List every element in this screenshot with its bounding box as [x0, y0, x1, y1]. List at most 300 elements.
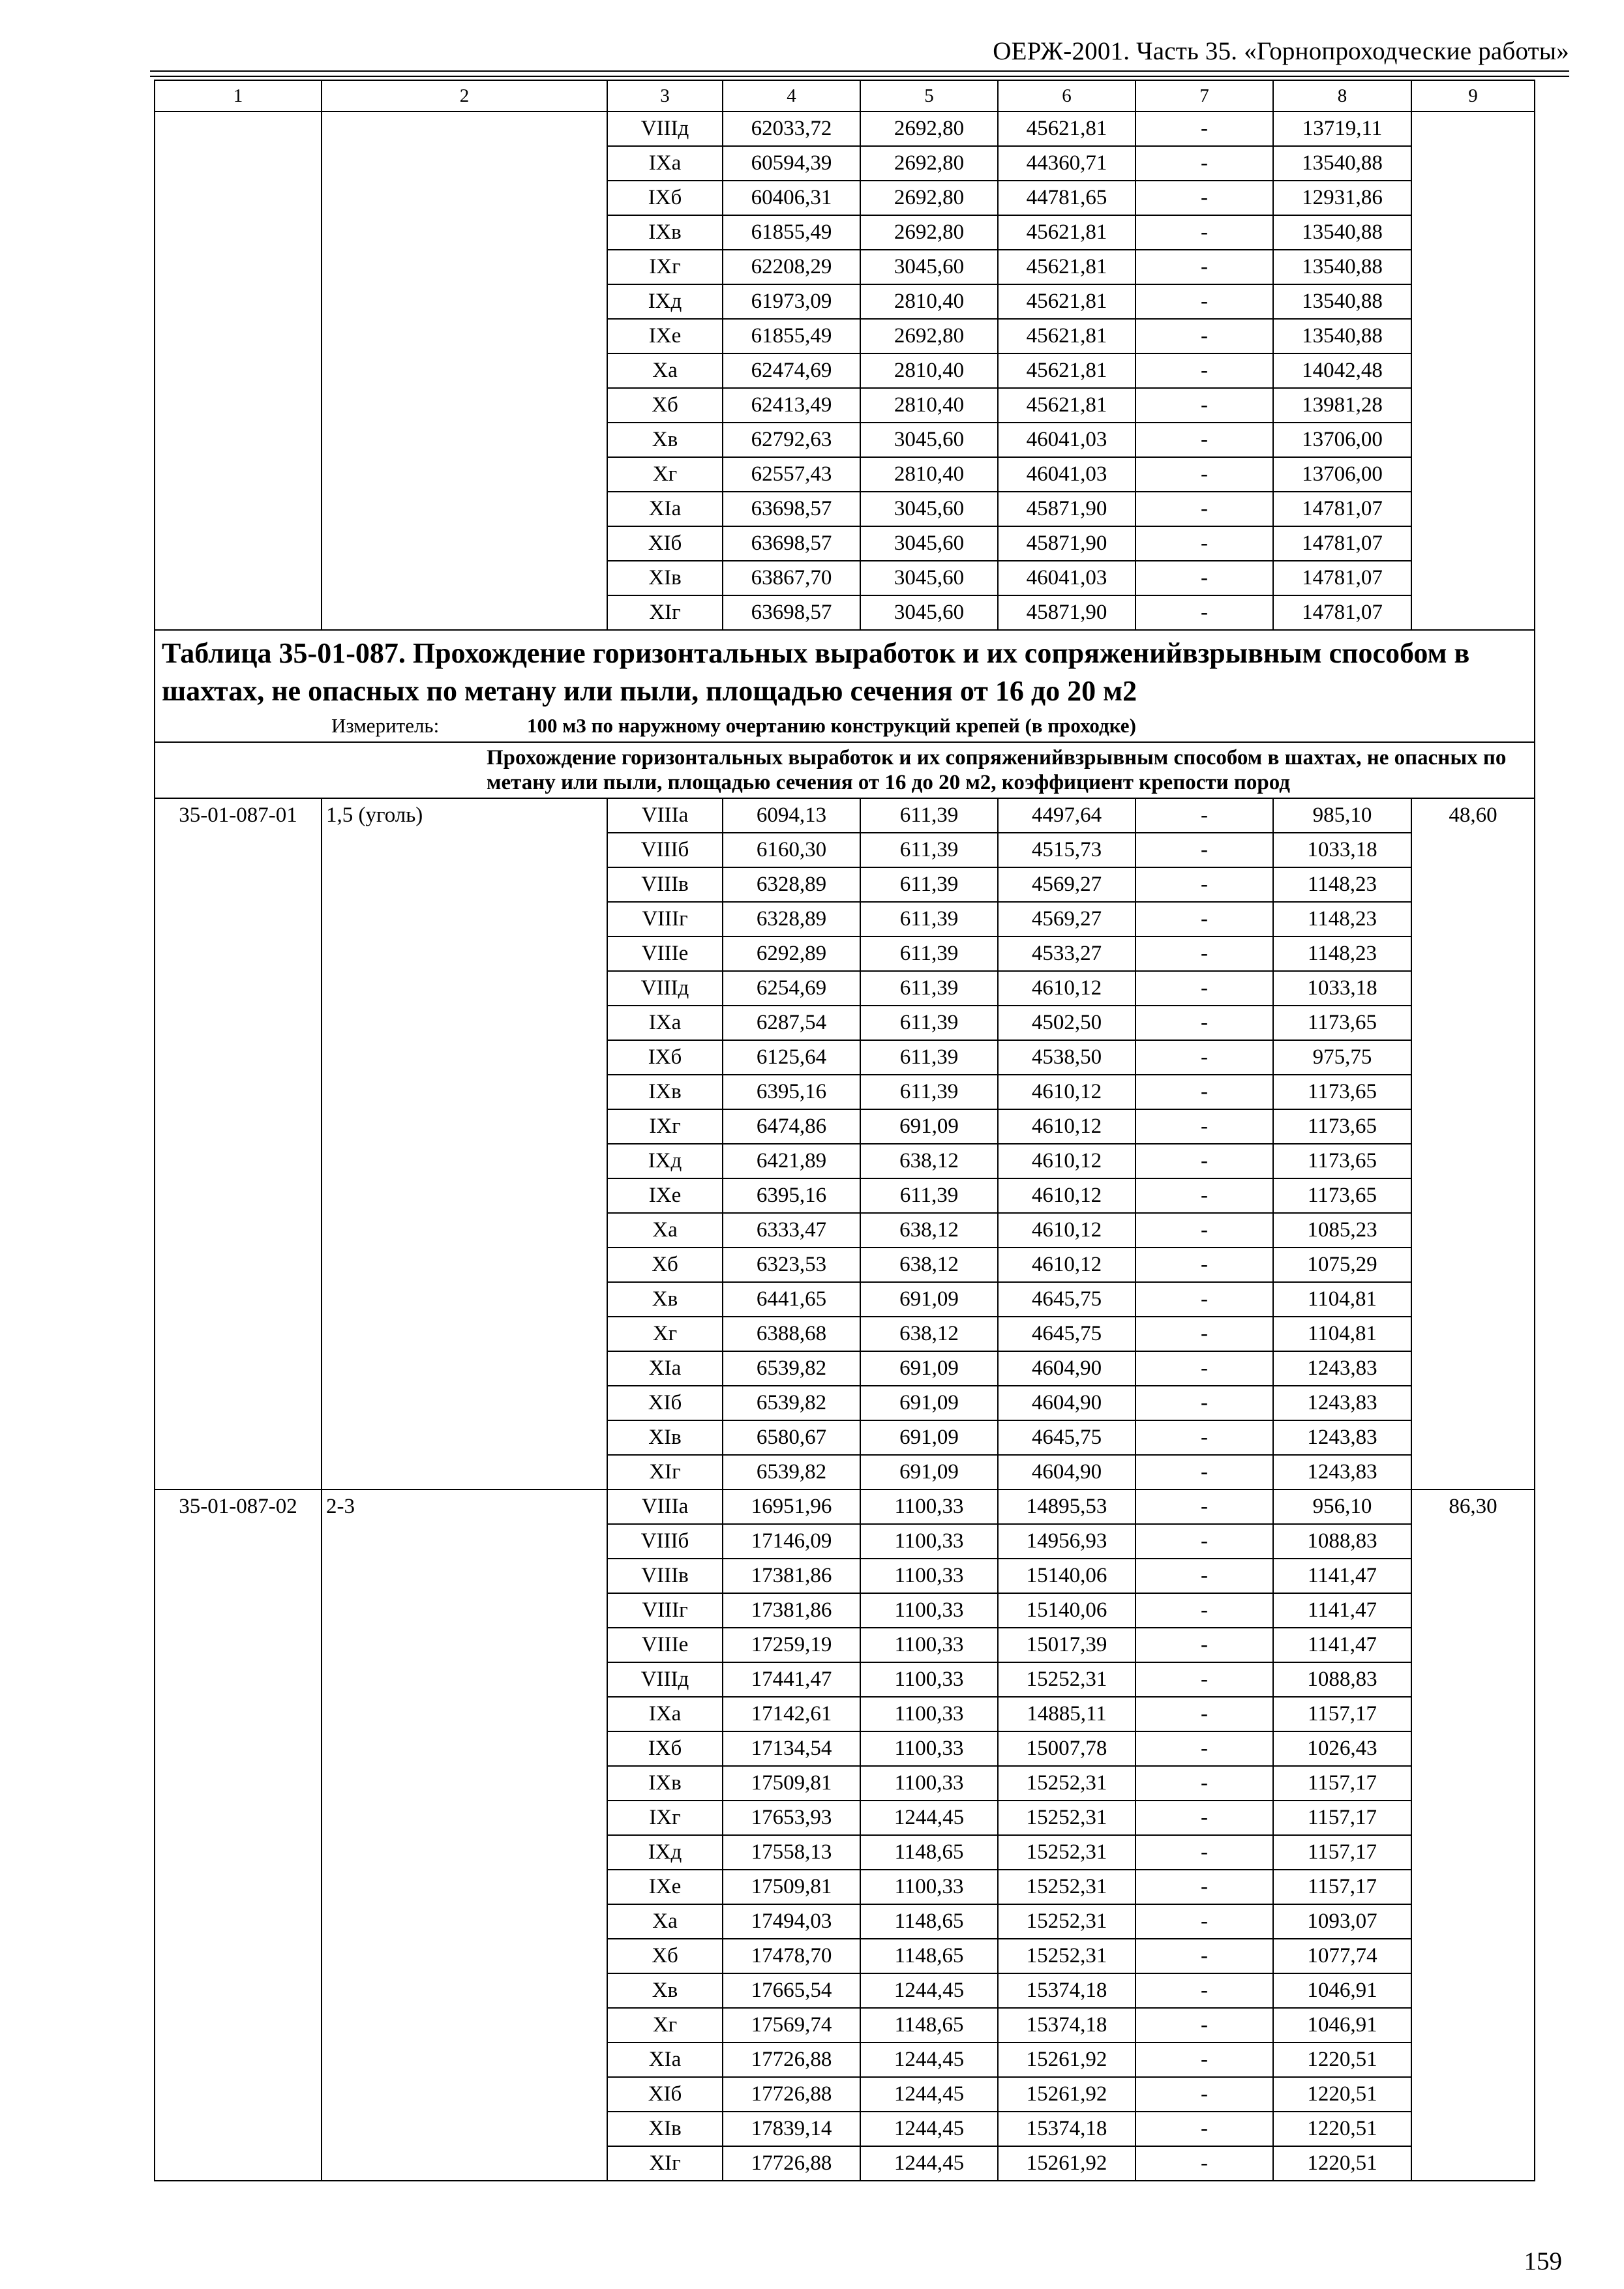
table-cell: 1104,81 [1273, 1317, 1411, 1351]
table-cell: - [1135, 1317, 1273, 1351]
table-cell: - [1135, 388, 1273, 423]
table-cell: 12931,86 [1273, 181, 1411, 215]
table-cell: Xа [607, 1904, 723, 1939]
table-cell: - [1135, 1248, 1273, 1282]
table-cell: VIIIа [607, 1489, 723, 1524]
table-cell: XIб [607, 1386, 723, 1420]
table-cell: Xб [607, 1939, 723, 1973]
table-cell: 17441,47 [723, 1662, 860, 1697]
table-cell: - [1135, 1524, 1273, 1559]
table-cell: 2810,40 [860, 284, 998, 319]
table-cell: XIа [607, 1351, 723, 1386]
table-cell: 62033,72 [723, 112, 860, 146]
table-cell: 1220,51 [1273, 2112, 1411, 2146]
table-cell: 1100,33 [860, 1662, 998, 1697]
table-cell: 14781,07 [1273, 492, 1411, 526]
table-cell: IXг [607, 250, 723, 284]
table-cell: XIв [607, 1420, 723, 1455]
table-cell: IXв [607, 1075, 723, 1109]
table-cell: 6388,68 [723, 1317, 860, 1351]
table-cell: 2692,80 [860, 319, 998, 353]
table-cell: 1100,33 [860, 1559, 998, 1593]
table-cell: - [1135, 1731, 1273, 1766]
table-cell: 16951,96 [723, 1489, 860, 1524]
table-cell: VIIIв [607, 1559, 723, 1593]
table-cell: 1148,65 [860, 1904, 998, 1939]
table-cell: 1157,17 [1273, 1801, 1411, 1835]
table-cell: - [1135, 1144, 1273, 1178]
table-cell: - [1135, 319, 1273, 353]
table-cell: 13540,88 [1273, 319, 1411, 353]
table-cell: 6160,30 [723, 833, 860, 867]
column-number: 3 [607, 80, 723, 112]
table-cell: - [1135, 1835, 1273, 1870]
table-cell: - [1135, 250, 1273, 284]
table-cell: 17146,09 [723, 1524, 860, 1559]
table-cell: 1104,81 [1273, 1282, 1411, 1317]
table-cell: 956,10 [1273, 1489, 1411, 1524]
table-cell: 1033,18 [1273, 971, 1411, 1006]
table-cell: 15261,92 [998, 2146, 1135, 2181]
table-cell: 4610,12 [998, 1248, 1135, 1282]
table-cell: VIIIе [607, 936, 723, 971]
table-cell: 6328,89 [723, 902, 860, 936]
table-cell: 3045,60 [860, 250, 998, 284]
table-cell: 2810,40 [860, 457, 998, 492]
table-cell: IXг [607, 1109, 723, 1144]
table-cell: 15140,06 [998, 1593, 1135, 1628]
table-cell: - [1135, 902, 1273, 936]
table-cell: - [1135, 215, 1273, 250]
table-cell: 1046,91 [1273, 1973, 1411, 2008]
header-rule [150, 76, 1569, 77]
table-cell: 17478,70 [723, 1939, 860, 1973]
page-number: 159 [1524, 2247, 1562, 2275]
table-cell: VIIIг [607, 902, 723, 936]
table-cell: 13706,00 [1273, 457, 1411, 492]
table-cell: 17558,13 [723, 1835, 860, 1870]
table-cell: - [1135, 181, 1273, 215]
table-cell: 62792,63 [723, 423, 860, 457]
table-cell: 1026,43 [1273, 1731, 1411, 1766]
column-number-row [155, 80, 1535, 112]
table-cell: IXд [607, 1835, 723, 1870]
table-cell: 62557,43 [723, 457, 860, 492]
table-cell: 13540,88 [1273, 146, 1411, 181]
table-cell: 45871,90 [998, 595, 1135, 630]
column-number: 7 [1135, 80, 1273, 112]
table-cell: 1173,65 [1273, 1144, 1411, 1178]
description-cell: Прохождение горизонтальных выработок и их сопряженийвзрывным способом в шахтах, не опасных по метану или пыли, площадью сечения от 16 до 20 м2, коэффициент крепости пород [155, 742, 1535, 798]
table-cell: 1148,23 [1273, 936, 1411, 971]
table-cell: 611,39 [860, 936, 998, 971]
table-cell: 17665,54 [723, 1973, 860, 2008]
table-cell: 1243,83 [1273, 1386, 1411, 1420]
table-cell: 13981,28 [1273, 388, 1411, 423]
table-cell: 15007,78 [998, 1731, 1135, 1766]
table-cell: IXб [607, 181, 723, 215]
table-title: Таблица 35-01-087. Прохождение горизонтальных выработок и их сопряженийвзрывным способом в шахтах, не опасных по метану или пыли, площадью сечения от 16 до 20 м2 [162, 637, 1470, 707]
table-cell: 1243,83 [1273, 1351, 1411, 1386]
table-cell: VIIIб [607, 833, 723, 867]
extra-cell: 86,30 [1411, 1489, 1535, 2181]
table-cell: 2692,80 [860, 181, 998, 215]
table-cell: 985,10 [1273, 798, 1411, 833]
table-cell: 6395,16 [723, 1178, 860, 1213]
rates-table [154, 80, 1535, 2181]
table-cell: 1100,33 [860, 1628, 998, 1662]
table-cell: 17142,61 [723, 1697, 860, 1731]
table-cell: 611,39 [860, 798, 998, 833]
table-cell: - [1135, 2112, 1273, 2146]
table-cell: - [1135, 1939, 1273, 1973]
table-cell: 1033,18 [1273, 833, 1411, 867]
table-cell: Xв [607, 423, 723, 457]
code-cell: 35-01-087-02 [155, 1489, 322, 2181]
table-cell: 1244,45 [860, 1801, 998, 1835]
table-cell: Xа [607, 353, 723, 388]
table-cell: IXе [607, 1178, 723, 1213]
table-cell: 691,09 [860, 1351, 998, 1386]
table-cell: 611,39 [860, 1006, 998, 1040]
table-cell: 691,09 [860, 1420, 998, 1455]
table-cell: 4515,73 [998, 833, 1135, 867]
table-cell: 44360,71 [998, 146, 1135, 181]
table-cell: 2810,40 [860, 353, 998, 388]
page-header-title: ОЕРЖ-2001. Часть 35. «Горнопроходческие работы» [993, 37, 1569, 65]
table-cell: 1141,47 [1273, 1628, 1411, 1662]
table-cell: 1148,65 [860, 2008, 998, 2042]
table-cell: - [1135, 353, 1273, 388]
table-cell: 611,39 [860, 971, 998, 1006]
table-cell: 14956,93 [998, 1524, 1135, 1559]
extra-cell [1411, 112, 1535, 630]
table-cell: 638,12 [860, 1317, 998, 1351]
table-cell: 15252,31 [998, 1904, 1135, 1939]
table-cell: - [1135, 1040, 1273, 1075]
table-cell: XIа [607, 492, 723, 526]
table-cell: VIIIг [607, 1593, 723, 1628]
table-cell: VIIIе [607, 1628, 723, 1662]
table-cell: 14895,53 [998, 1489, 1135, 1524]
table-cell: 4610,12 [998, 1109, 1135, 1144]
table-cell: 45871,90 [998, 492, 1135, 526]
table-row [155, 798, 1535, 833]
table-cell: 15252,31 [998, 1939, 1135, 1973]
table-cell: 4497,64 [998, 798, 1135, 833]
column-number: 4 [723, 80, 860, 112]
table-cell: XIб [607, 526, 723, 561]
table-cell: - [1135, 1109, 1273, 1144]
table-cell: 1100,33 [860, 1731, 998, 1766]
table-cell: 17726,88 [723, 2042, 860, 2077]
table-cell: 4533,27 [998, 936, 1135, 971]
table-cell: 4569,27 [998, 902, 1135, 936]
table-cell: 17381,86 [723, 1593, 860, 1628]
table-cell: 6441,65 [723, 1282, 860, 1317]
table-cell: - [1135, 1801, 1273, 1835]
table-cell: Xб [607, 388, 723, 423]
table-cell: - [1135, 561, 1273, 595]
table-cell: 17509,81 [723, 1870, 860, 1904]
table-cell: 6474,86 [723, 1109, 860, 1144]
table-cell: IXа [607, 1697, 723, 1731]
description-row [155, 742, 1535, 798]
table-cell: - [1135, 1593, 1273, 1628]
table-cell: 6323,53 [723, 1248, 860, 1282]
table-cell: - [1135, 1628, 1273, 1662]
table-cell: 13540,88 [1273, 284, 1411, 319]
table-cell: 1244,45 [860, 2146, 998, 2181]
table-cell: 1173,65 [1273, 1006, 1411, 1040]
table-cell: 2810,40 [860, 388, 998, 423]
table-cell: 1046,91 [1273, 2008, 1411, 2042]
measure-value: 100 м3 по наружному очертанию конструкций крепей (в проходке) [527, 714, 1136, 737]
table-cell: - [1135, 1386, 1273, 1420]
table-cell: IXв [607, 215, 723, 250]
table-cell: Xб [607, 1248, 723, 1282]
table-cell: 15140,06 [998, 1559, 1135, 1593]
table-cell: 6539,82 [723, 1455, 860, 1489]
table-cell: - [1135, 2146, 1273, 2181]
table-cell: Xг [607, 1317, 723, 1351]
table-cell: Xа [607, 1213, 723, 1248]
table-cell: 4645,75 [998, 1420, 1135, 1455]
table-cell: IXа [607, 146, 723, 181]
table-cell: 15017,39 [998, 1628, 1135, 1662]
table-cell: 4610,12 [998, 971, 1135, 1006]
table-cell: 6395,16 [723, 1075, 860, 1109]
table-cell: 1244,45 [860, 2077, 998, 2112]
table-cell: - [1135, 2042, 1273, 2077]
table-cell: 1100,33 [860, 1489, 998, 1524]
table-cell: 1141,47 [1273, 1559, 1411, 1593]
table-cell: - [1135, 1455, 1273, 1489]
table-cell: 1243,83 [1273, 1455, 1411, 1489]
table-cell: 1173,65 [1273, 1109, 1411, 1144]
table-cell: 17653,93 [723, 1801, 860, 1835]
table-cell: 62413,49 [723, 388, 860, 423]
table-cell: 1100,33 [860, 1697, 998, 1731]
table-cell: VIIIв [607, 867, 723, 902]
table-cell: 611,39 [860, 867, 998, 902]
table-cell: 1088,83 [1273, 1524, 1411, 1559]
table-cell: VIIIб [607, 1524, 723, 1559]
table-cell: 1157,17 [1273, 1870, 1411, 1904]
header-rule [150, 70, 1569, 72]
table-cell: 45621,81 [998, 112, 1135, 146]
table-cell: IXе [607, 1870, 723, 1904]
table-cell: - [1135, 1489, 1273, 1524]
table-cell: 1220,51 [1273, 2146, 1411, 2181]
table-cell: - [1135, 595, 1273, 630]
table-cell: 45621,81 [998, 353, 1135, 388]
table-cell: 14042,48 [1273, 353, 1411, 388]
table-cell: 6580,67 [723, 1420, 860, 1455]
table-cell: - [1135, 833, 1273, 867]
table-cell: 61973,09 [723, 284, 860, 319]
table-cell: 15252,31 [998, 1766, 1135, 1801]
table-cell: 1148,23 [1273, 902, 1411, 936]
measure-label: Измеритель: [331, 714, 440, 737]
table-cell: - [1135, 2077, 1273, 2112]
table-cell: 6539,82 [723, 1386, 860, 1420]
table-cell: 45621,81 [998, 215, 1135, 250]
table-cell: 1157,17 [1273, 1697, 1411, 1731]
table-cell: VIIIд [607, 1662, 723, 1697]
table-title-row [155, 630, 1535, 742]
table-cell: 1244,45 [860, 1973, 998, 2008]
table-cell: - [1135, 1697, 1273, 1731]
table-cell: 4538,50 [998, 1040, 1135, 1075]
table-cell: 6125,64 [723, 1040, 860, 1075]
table-cell: 1075,29 [1273, 1248, 1411, 1282]
table-cell: 13540,88 [1273, 250, 1411, 284]
table-cell: 45621,81 [998, 250, 1135, 284]
table-cell: 17494,03 [723, 1904, 860, 1939]
table-cell: 638,12 [860, 1248, 998, 1282]
table-cell: 638,12 [860, 1213, 998, 1248]
table-cell: 1148,23 [1273, 867, 1411, 902]
table-cell: 4645,75 [998, 1317, 1135, 1351]
table-cell: 1077,74 [1273, 1939, 1411, 1973]
table-cell: 2692,80 [860, 215, 998, 250]
table-cell: 3045,60 [860, 561, 998, 595]
table-cell: - [1135, 146, 1273, 181]
table-cell: 691,09 [860, 1455, 998, 1489]
column-number: 8 [1273, 80, 1411, 112]
table-cell: 4502,50 [998, 1006, 1135, 1040]
table-cell: 14781,07 [1273, 526, 1411, 561]
table-cell: - [1135, 423, 1273, 457]
table-row [155, 1489, 1535, 1524]
table-cell: IXг [607, 1801, 723, 1835]
table-cell: 46041,03 [998, 423, 1135, 457]
table-cell: XIг [607, 2146, 723, 2181]
table-cell: 611,39 [860, 833, 998, 867]
table-cell: 1243,83 [1273, 1420, 1411, 1455]
table-cell: - [1135, 1870, 1273, 1904]
table-cell: 1148,65 [860, 1835, 998, 1870]
table-cell: - [1135, 1178, 1273, 1213]
table-cell: 2692,80 [860, 146, 998, 181]
table-cell: 611,39 [860, 902, 998, 936]
table-row [155, 112, 1535, 146]
column-number: 1 [155, 80, 322, 112]
table-cell: IXв [607, 1766, 723, 1801]
table-cell: 62474,69 [723, 353, 860, 388]
table-cell: XIг [607, 1455, 723, 1489]
table-cell: IXа [607, 1006, 723, 1040]
table-cell: 1100,33 [860, 1766, 998, 1801]
table-cell: 4604,90 [998, 1351, 1135, 1386]
extra-cell: 48,60 [1411, 798, 1535, 1489]
table-cell: - [1135, 1075, 1273, 1109]
table-cell: 63867,70 [723, 561, 860, 595]
table-cell: 3045,60 [860, 492, 998, 526]
code-cell [155, 112, 322, 630]
table-cell: 611,39 [860, 1075, 998, 1109]
table-cell: 45871,90 [998, 526, 1135, 561]
table-cell: 6421,89 [723, 1144, 860, 1178]
table-cell: Xг [607, 457, 723, 492]
table-cell: 691,09 [860, 1282, 998, 1317]
table-cell: 13719,11 [1273, 112, 1411, 146]
table-cell: 1085,23 [1273, 1213, 1411, 1248]
table-cell: 15261,92 [998, 2077, 1135, 2112]
table-cell: 691,09 [860, 1386, 998, 1420]
table-cell: 63698,57 [723, 595, 860, 630]
table-cell: - [1135, 971, 1273, 1006]
table-cell: 17509,81 [723, 1766, 860, 1801]
table-cell: 4610,12 [998, 1213, 1135, 1248]
table-cell: - [1135, 1559, 1273, 1593]
table-cell: 638,12 [860, 1144, 998, 1178]
table-cell: 1157,17 [1273, 1835, 1411, 1870]
table-cell: 45621,81 [998, 388, 1135, 423]
table-cell: - [1135, 867, 1273, 902]
table-cell: 15252,31 [998, 1870, 1135, 1904]
table-cell: IXб [607, 1731, 723, 1766]
table-cell: 45621,81 [998, 284, 1135, 319]
table-cell: 2692,80 [860, 112, 998, 146]
table-cell: - [1135, 1662, 1273, 1697]
table-cell: 45621,81 [998, 319, 1135, 353]
table-cell: - [1135, 1766, 1273, 1801]
table-cell: - [1135, 284, 1273, 319]
table-cell: - [1135, 1213, 1273, 1248]
table-cell: 17569,74 [723, 2008, 860, 2042]
table-cell: IXд [607, 284, 723, 319]
table-cell: 46041,03 [998, 561, 1135, 595]
column-number: 6 [998, 80, 1135, 112]
table-cell: 1220,51 [1273, 2042, 1411, 2077]
code-cell: 35-01-087-01 [155, 798, 322, 1489]
table-cell: 15374,18 [998, 1973, 1135, 2008]
param-cell [322, 112, 607, 630]
table-cell: 611,39 [860, 1040, 998, 1075]
table-cell: 4645,75 [998, 1282, 1135, 1317]
table-cell: 1088,83 [1273, 1662, 1411, 1697]
table-cell: - [1135, 1420, 1273, 1455]
table-cell: 1244,45 [860, 2112, 998, 2146]
table-cell: 44781,65 [998, 181, 1135, 215]
table-cell: 4610,12 [998, 1144, 1135, 1178]
table-cell: 691,09 [860, 1109, 998, 1144]
table-cell: XIа [607, 2042, 723, 2077]
table-cell: XIб [607, 2077, 723, 2112]
table-cell: 17726,88 [723, 2146, 860, 2181]
table-cell: 6539,82 [723, 1351, 860, 1386]
table-cell: IXб [607, 1040, 723, 1075]
table-cell: - [1135, 457, 1273, 492]
table-cell: Xв [607, 1973, 723, 2008]
table-cell: 15252,31 [998, 1801, 1135, 1835]
table-cell: 62208,29 [723, 250, 860, 284]
table-cell: Xв [607, 1282, 723, 1317]
table-cell: 1244,45 [860, 2042, 998, 2077]
table-cell: 1141,47 [1273, 1593, 1411, 1628]
table-cell: 14781,07 [1273, 595, 1411, 630]
table-cell: 15252,31 [998, 1835, 1135, 1870]
table-cell: 1100,33 [860, 1524, 998, 1559]
table-cell: - [1135, 2008, 1273, 2042]
param-cell: 2-3 [322, 1489, 607, 2181]
table-cell: - [1135, 1282, 1273, 1317]
column-number: 2 [322, 80, 607, 112]
table-cell: 1157,17 [1273, 1766, 1411, 1801]
table-cell: 4604,90 [998, 1386, 1135, 1420]
